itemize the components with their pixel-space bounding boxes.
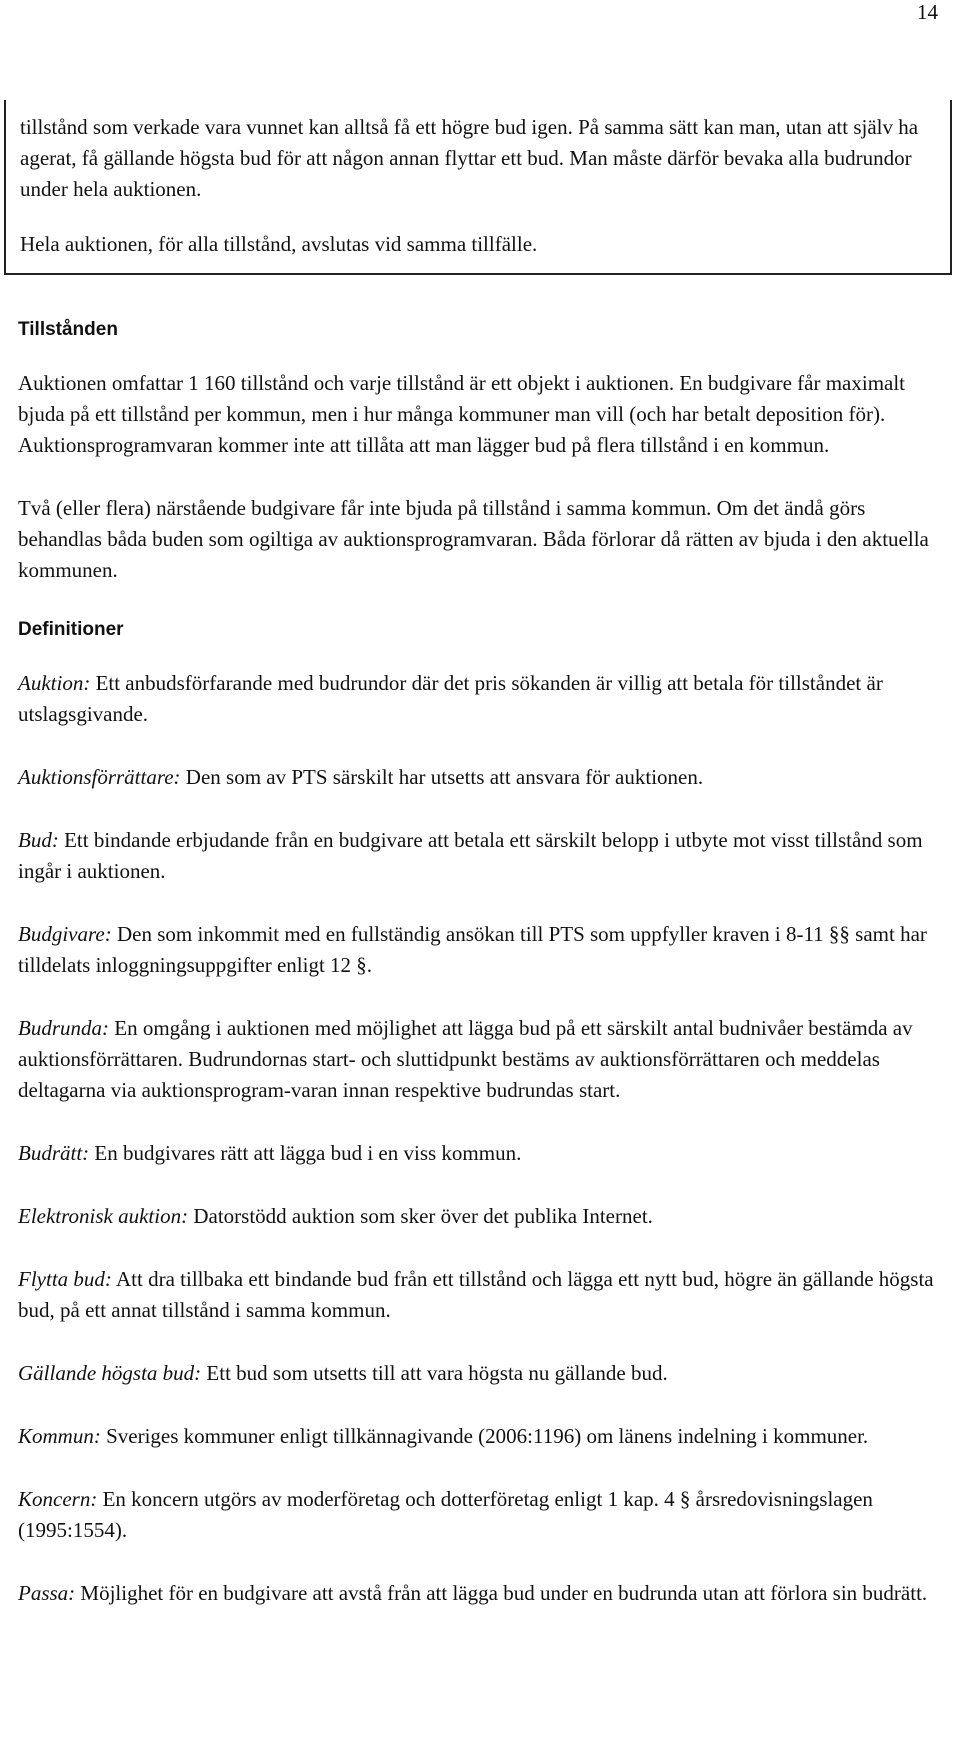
definition-item [18,1421,944,1452]
definition-item [18,1358,944,1389]
definition-term: Gällande högsta bud: [18,1361,202,1385]
boxed-text-continuation [4,100,952,275]
definition-text: Ett bindande erbjudande från en budgivare att betala ett särskilt belopp i utbyte mot visst tillstånd som ingår i auktionen. [18,828,923,883]
paragraph: Auktionen omfattar 1 160 tillstånd och varje tillstånd är ett objekt i auktionen. En budgivare får maximalt bjuda på ett tillstånd per kommun, men i hur många kommuner man vill (och har betalt deposition för). Auktionsprogramvaran kommer inte att tillåta att man lägger bud på flera tillstånd i en kommun. [18,371,906,457]
definition-term: Auktion: [18,671,91,695]
definition-item [18,1201,944,1232]
definition-text: Den som av PTS särskilt har utsetts att ansvara för auktionen. [180,765,704,789]
section-heading-definitioner: Definitioner [18,619,124,640]
definition-text: Möjlighet för en budgivare att avstå från att lägga bud under en budrunda utan att förlora sin budrätt. [75,1581,928,1605]
paragraph: Två (eller flera) närstående budgivare får inte bjuda på tillstånd i samma kommun. Om det ändå görs behandlas båda buden som ogiltiga av auktionsprogramvaran. Båda förlorar då rätten av bjuda i den aktuella kommunen. [18,496,929,582]
definition-item [18,1138,944,1169]
box-paragraph-1: tillstånd som verkade vara vunnet kan alltså få ett högre bud igen. På samma sätt kan man, utan att själv ha agerat, få gällande högsta bud för att någon annan flyttar ett bud. Man måste därför bevaka alla budrundor under hela auktionen. [20,115,919,201]
definition-text: En budgivares rätt att lägga bud i en viss kommun. [89,1141,522,1165]
definition-text: Att dra tillbaka ett bindande bud från ett tillstånd och lägga ett nytt bud, högre än gällande högsta bud, på ett annat tillstånd i samma kommun. [18,1267,934,1322]
definition-term: Kommun: [18,1424,101,1448]
definition-term: Budrunda: [18,1016,109,1040]
definition-term: Budrätt: [18,1141,90,1165]
definition-text: Datorstödd auktion som sker över det publika Internet. [188,1204,653,1228]
definition-item [18,1578,944,1609]
definition-text: En koncern utgörs av moderföretag och dotterföretag enligt 1 kap. 4 § årsredovisningslagen (1995:1554). [18,1487,873,1542]
box-paragraph-2: Hela auktionen, för alla tillstånd, avslutas vid samma tillfälle. [20,232,538,256]
definition-item [18,1264,944,1326]
definition-term: Passa: [18,1581,76,1605]
definition-text: En omgång i auktionen med möjlighet att lägga bud på ett särskilt antal budnivåer bestämda av auktionsförrättaren. Budrundornas start- och sluttidpunkt bestäms av auktionsförrättaren och meddelas deltagarna via auktionsprogram-varan innan respektive budrundas start. [18,1016,913,1102]
definition-text: Den som inkommit med en fullständig ansökan till PTS som uppfyller kraven i 8-11 §§ samt har tilldelats inloggningsuppgifter enligt 12 §. [18,922,927,977]
page-number: 14 [917,0,938,24]
definition-text: Ett bud som utsetts till att vara högsta nu gällande bud. [201,1361,668,1385]
definition-item [18,825,944,887]
definition-item [18,1013,944,1106]
definition-text: Sveriges kommuner enligt tillkännagivande (2006:1196) om länens indelning i kommuner. [100,1424,869,1448]
section-heading-tillstanden: Tillstånden [18,319,118,340]
definition-term: Budgivare: [18,922,112,946]
definition-term: Bud: [18,828,59,852]
definition-term: Elektronisk auktion: [18,1204,189,1228]
main-content [18,318,944,1641]
definition-term: Flytta bud: [18,1267,112,1291]
definition-term: Koncern: [18,1487,98,1511]
definition-item [18,919,944,981]
definition-text: Ett anbudsförfarande med budrundor där det pris sökanden är villig att betala för tillståndet är utslagsgivande. [18,671,883,726]
definition-item [18,1484,944,1546]
definition-item [18,668,944,730]
definition-term: Auktionsförrättare: [18,765,181,789]
definition-item [18,762,944,793]
